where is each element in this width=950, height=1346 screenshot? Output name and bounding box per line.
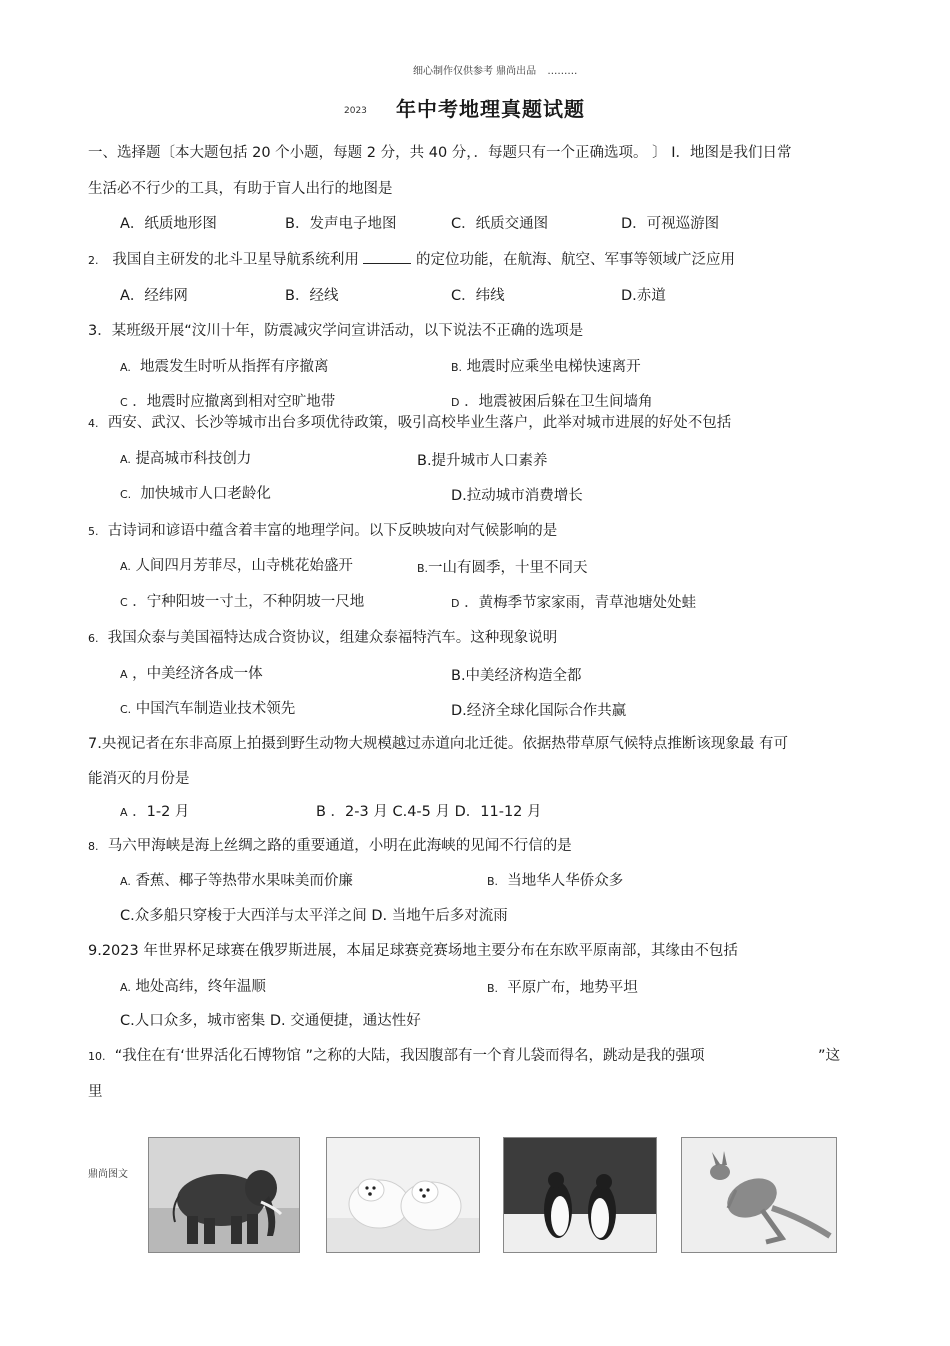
- q8-option-a: A. 香蕉、椰子等热带水果味美而价廉: [120, 873, 353, 889]
- q2-option-d: D.赤道: [621, 288, 666, 304]
- title-year: 2023: [344, 106, 367, 116]
- q5-option-d: D ．黄梅季节家家雨，青草池塘处处蛙: [451, 595, 697, 611]
- page-title: 年中考地理真题试题: [396, 97, 585, 121]
- section1-heading: 一、选择题〔本大题包括 20 个小题，每题 2 分，共 40 分，．每题只有一个正确选项。 〕 I．地图是我们日常: [88, 145, 792, 161]
- q6-option-c: C. 中国汽车制造业技术领先: [120, 701, 296, 717]
- q7-stem-cont: 能消灭的月份是: [88, 771, 190, 787]
- q3-option-a: A. 地震发生时听从指挥有序撤离: [120, 359, 329, 375]
- q3-stem: 3．某班级开展“汶川十年，防震减灾学问宣讲活动，以下说法不正确的选项是: [88, 323, 584, 339]
- header-note: 细心制作仅供参考 鼎尚出品 ………: [413, 66, 578, 77]
- kangaroo-icon: [682, 1138, 836, 1252]
- q5-option-b: B.一山有圆季，十里不同天: [417, 560, 588, 576]
- q4-option-c: C. 加快城市人口老龄化: [120, 486, 271, 502]
- q10-stem: 10. “我住在有‘世界活化石博物馆 ”之称的大陆，我因腹部有一个育儿袋而得名，跳动是我的强项: [88, 1048, 705, 1064]
- q2-stem: 2. 我国自主研发的北斗卫星导航系统利用 的定位功能，在航海、航空、军事等领域广泛应用: [88, 252, 736, 268]
- q9-option-cd: C.人口众多，城市密集 D. 交通便捷，通达性好: [120, 1013, 421, 1029]
- q2-option-a: A．经纬网: [120, 288, 188, 304]
- penguin-photo: [503, 1137, 657, 1253]
- q5-option-c: C ．宁种阳坡一寸土，不种阴坡一尺地: [120, 594, 365, 610]
- q9-option-a: A. 地处高纬，终年温顺: [120, 979, 266, 995]
- q6-option-a: A ，中美经济各成一体: [120, 666, 263, 682]
- q2-option-c: C．纬线: [451, 288, 505, 304]
- q1-option-b: B．发声电子地图: [285, 216, 397, 232]
- q9-option-b: B. 平原广布，地势平坦: [487, 980, 638, 996]
- kangaroo-photo: [681, 1137, 837, 1253]
- q3-option-b: B. 地震时应乘坐电梯快速离开: [451, 359, 641, 375]
- q3-option-d: D ．地震被困后躲在卫生间墙角: [451, 394, 653, 410]
- q2-blank: [363, 251, 411, 264]
- q1-option-a: A．纸质地形图: [120, 216, 217, 232]
- q10-stem-end: ”这: [818, 1048, 841, 1064]
- penguin-icon: [504, 1138, 656, 1252]
- q5-stem: 5. 古诗词和谚语中蕴含着丰富的地理学问。以下反映坡向对气候影响的是: [88, 523, 558, 539]
- q1-stem: 生活必不行少的工具，有助于盲人出行的地图是: [88, 181, 393, 197]
- footer-note: 鼎尚图文: [88, 1169, 128, 1180]
- polar-bear-photo: [326, 1137, 480, 1253]
- q4-option-b: B.提升城市人口素养: [417, 453, 548, 469]
- q1-option-d: D．可视巡游图: [621, 216, 720, 232]
- elephant-photo: [148, 1137, 300, 1253]
- q7-option-a: A ．1-2 月: [120, 804, 190, 820]
- q2-option-b: B．经线: [285, 288, 339, 304]
- q9-stem: 9.2023 年世界杯足球赛在俄罗斯进展，本届足球赛竞赛场地主要分布在东欧平原南部，其缘由不包括: [88, 943, 738, 959]
- q8-option-cd: C.众多船只穿梭于大西洋与太平洋之间 D. 当地午后多对流雨: [120, 908, 508, 924]
- q8-option-b: B. 当地华人华侨众多: [487, 873, 624, 889]
- q1-option-c: C．纸质交通图: [451, 216, 549, 232]
- header-dots: ………: [547, 66, 578, 77]
- q5-option-a: A. 人间四月芳菲尽，山寺桃花始盛开: [120, 558, 353, 574]
- q7-stem: 7.央视记者在东非高原上拍摄到野生动物大规模越过赤道向北迁徙。依据热带草原气候特点推断该现象最 有可: [88, 736, 788, 752]
- q6-stem: 6. 我国众泰与美国福特达成合资协议，组建众泰福特汽车。这种现象说明: [88, 630, 558, 646]
- q3-option-c: C ．地震时应撤离到相对空旷地带: [120, 394, 336, 410]
- q8-stem: 8. 马六甲海峡是海上丝绸之路的重要通道，小明在此海峡的见闻不行信的是: [88, 838, 572, 854]
- elephant-icon: [149, 1138, 299, 1252]
- q6-option-b: B.中美经济构造全都: [451, 668, 582, 684]
- polar-bear-icon: [327, 1138, 479, 1252]
- q10-stem-cont: 里: [88, 1084, 103, 1100]
- q6-option-d: D.经济全球化国际合作共赢: [451, 703, 627, 719]
- q4-option-a: A. 提高城市科技创力: [120, 451, 252, 467]
- q4-stem: 4. 西安、武汉、长沙等城市出台多项优待政策，吸引高校毕业生落户，此举对城市进展的好处不包括: [88, 415, 732, 431]
- q7-option-bcd: B ．2-3 月 C.4-5 月 D．11-12 月: [316, 804, 542, 820]
- q4-option-d: D.拉动城市消费增长: [451, 488, 583, 504]
